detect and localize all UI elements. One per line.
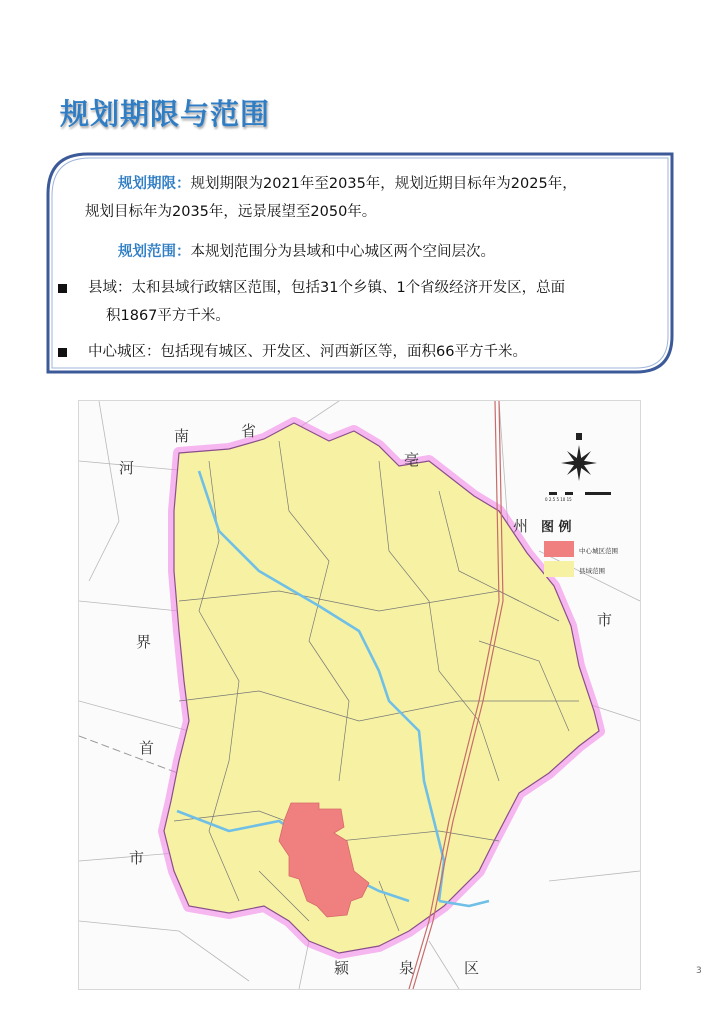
outside-label: 泉 xyxy=(399,959,415,977)
legend-swatch-central xyxy=(544,541,574,557)
outside-label: 市 xyxy=(597,611,613,629)
map-canvas xyxy=(79,401,640,989)
outside-label: 颍 xyxy=(334,959,350,977)
legend-label-central: 中心城区范围 xyxy=(579,547,618,555)
scale-text: 0 2.5 5 10 15 xyxy=(545,497,572,502)
period-label: 规划期限： xyxy=(118,176,191,192)
info-panel xyxy=(46,152,674,374)
county-area xyxy=(164,423,599,953)
scale-bar xyxy=(549,492,611,495)
outside-label: 亳 xyxy=(404,451,420,469)
legend-title: 图 例 xyxy=(541,520,572,535)
bullet-central xyxy=(50,338,648,366)
page-title: 规划期限与范围 xyxy=(60,97,271,131)
outside-label: 首 xyxy=(139,739,155,757)
bullet-square-icon xyxy=(58,284,67,293)
outside-label: 南 xyxy=(174,427,190,445)
period-text-line1: 规划期限为2021年至2035年，规划近期目标年为2025年， xyxy=(190,176,577,192)
outside-label: 河 xyxy=(119,459,135,477)
scope-text: 本规划范围分为县域和中心城区两个空间层次。 xyxy=(190,244,495,260)
period-paragraph xyxy=(85,170,648,226)
bullet-county xyxy=(50,274,648,330)
outside-label: 区 xyxy=(464,959,480,977)
outside-label: 省 xyxy=(241,422,257,440)
scope-paragraph xyxy=(88,238,648,266)
outside-label: 州 xyxy=(513,517,529,535)
north-arrow-icon xyxy=(561,433,597,481)
bullet-square-icon xyxy=(58,348,67,357)
outside-label: 界 xyxy=(136,633,152,651)
bullet-central-line1: 中心城区：包括现有城区、开发区、河西新区等，面积66平方千米。 xyxy=(88,344,527,360)
legend-label-county: 县域范围 xyxy=(579,567,605,575)
bullet-county-line2: 积1867平方千米。 xyxy=(106,308,230,324)
outside-label: 市 xyxy=(129,849,145,867)
scope-label: 规划范围： xyxy=(118,244,191,260)
bullet-county-line1: 县域：太和县域行政辖区范围，包括31个乡镇、1个省级经济开发区，总面 xyxy=(88,280,566,296)
legend-swatch-county xyxy=(544,561,574,577)
county-map xyxy=(78,400,641,990)
period-text-line2: 规划目标年为2035年，远景展望至2050年。 xyxy=(85,204,377,220)
page-number: 3 xyxy=(696,966,702,976)
